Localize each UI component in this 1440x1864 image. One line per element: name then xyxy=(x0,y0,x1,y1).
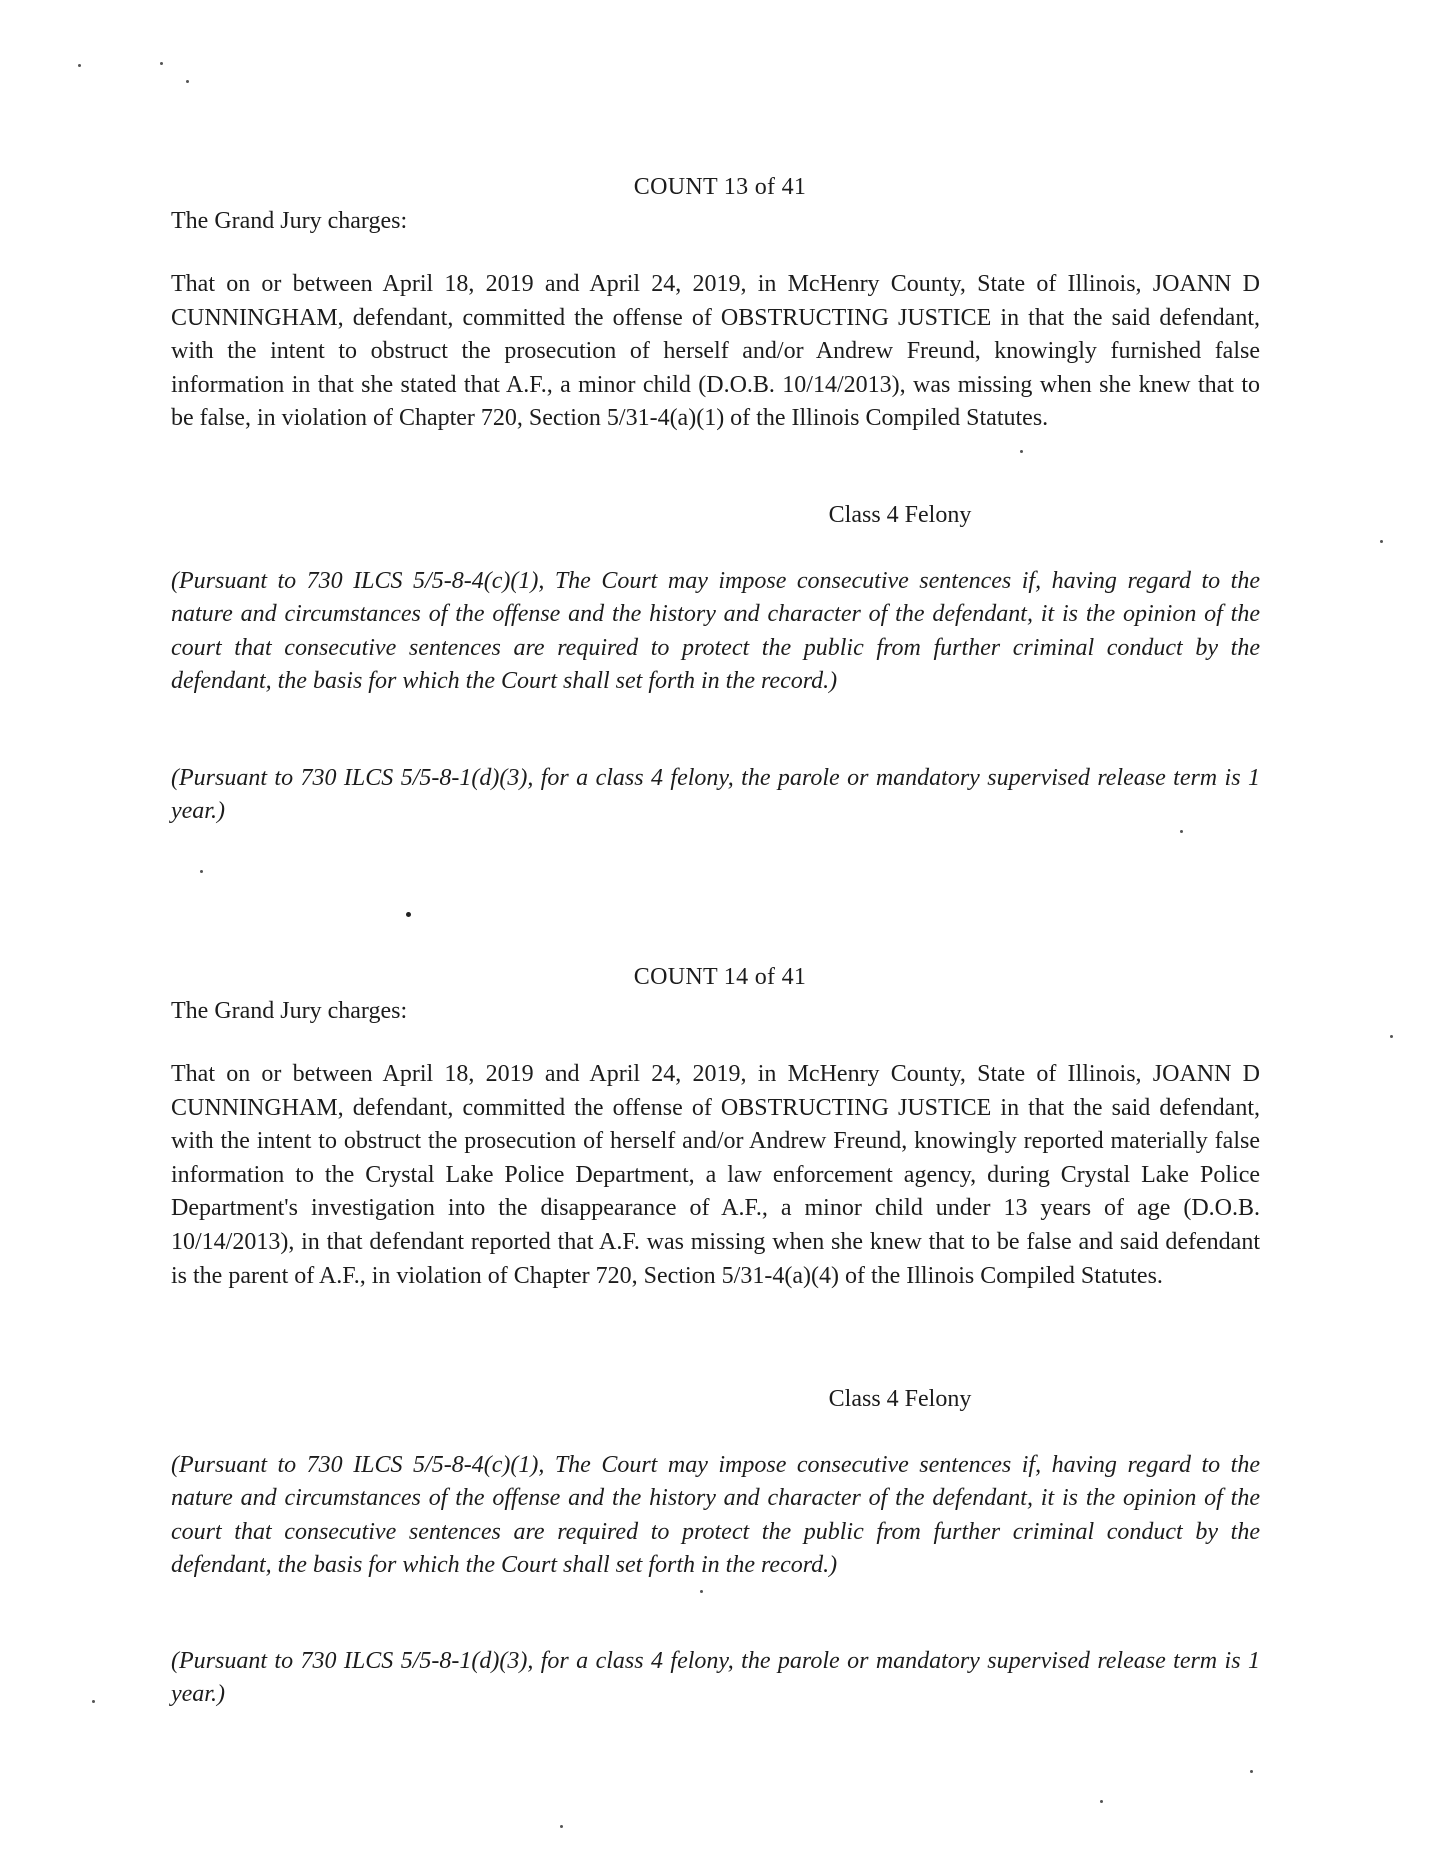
scan-speck xyxy=(406,912,411,917)
count-13-charge-text: That on or between April 18, 2019 and April 24, 2019, in McHenry County, State of Illinois, JOANN D CUNNINGHAM, defendant, committed the offense of OBSTRUCTING JUSTICE in that the said defendant, with the intent to obstruct the prosecution of herself and/or Andrew Freund, knowingly furnished false information in that she stated that A.F., a minor child (D.O.B. 10/14/2013), was missing when she knew that to be false, in violation of Chapter 720, Section 5/31-4(a)(1) of the Illinois Compiled Statutes. xyxy=(171,271,1260,432)
scan-speck xyxy=(1390,1035,1393,1038)
scan-speck xyxy=(160,62,163,65)
count-14-heading: COUNT 14 of 41 xyxy=(633,964,807,990)
scan-speck xyxy=(700,1590,703,1593)
count-13-parole-note: (Pursuant to 730 ILCS 5/5-8-1(d)(3), for a class 4 felony, the parole or mandatory supervised release term is 1 year.) xyxy=(171,765,1260,825)
count-14-grand-jury-charges: The Grand Jury charges: xyxy=(171,998,408,1024)
scan-speck xyxy=(200,870,203,873)
count-14-consecutive-sentence-note: (Pursuant to 730 ILCS 5/5-8-4(c)(1), The Court may impose consecutive sentences if, having regard to the nature and circumstances of the offense and the history and character of the defendant, it is the opinion of the court that consecutive sentences are required to protect the public from further criminal conduct by the defendant, the basis for which the Court shall set forth in the record.) xyxy=(171,1452,1260,1579)
scan-speck xyxy=(560,1825,563,1828)
count-14-charge-text: That on or between April 18, 2019 and April 24, 2019, in McHenry County, State of Illinois, JOANN D CUNNINGHAM, defendant, committed the offense of OBSTRUCTING JUSTICE in that the said defendant, with the intent to obstruct the prosecution of herself and/or Andrew Freund, knowingly reported materially false information to the Crystal Lake Police Department, a law enforcement agency, during Crystal Lake Police Department's investigation into the disappearance of A.F., a minor child under 13 years of age (D.O.B. 10/14/2013), in that defendant reported that A.F. was missing when she knew that to be false and said defendant is the parent of A.F., in violation of Chapter 720, Section 5/31-4(a)(4) of the Illinois Compiled Statutes. xyxy=(171,1061,1260,1289)
count-13-heading: COUNT 13 of 41 xyxy=(633,174,807,200)
count-14-parole-note: (Pursuant to 730 ILCS 5/5-8-1(d)(3), for a class 4 felony, the parole or mandatory supervised release term is 1 year.) xyxy=(171,1648,1260,1708)
scan-speck xyxy=(186,80,189,83)
scan-speck xyxy=(1250,1770,1253,1773)
scan-speck xyxy=(1380,540,1383,543)
scan-speck xyxy=(78,64,81,67)
scan-speck xyxy=(1020,450,1023,453)
count-13-felony-class: Class 4 Felony xyxy=(828,502,972,528)
count-13-consecutive-sentence-note: (Pursuant to 730 ILCS 5/5-8-4(c)(1), The Court may impose consecutive sentences if, having regard to the nature and circumstances of the offense and the history and character of the defendant, it is the opinion of the court that consecutive sentences are required to protect the public from further criminal conduct by the defendant, the basis for which the Court shall set forth in the record.) xyxy=(171,568,1260,695)
count-14-felony-class: Class 4 Felony xyxy=(828,1386,972,1412)
count-13-grand-jury-charges: The Grand Jury charges: xyxy=(171,208,408,234)
scan-speck xyxy=(1100,1800,1103,1803)
scan-speck xyxy=(1180,830,1183,833)
scan-speck xyxy=(92,1700,95,1703)
